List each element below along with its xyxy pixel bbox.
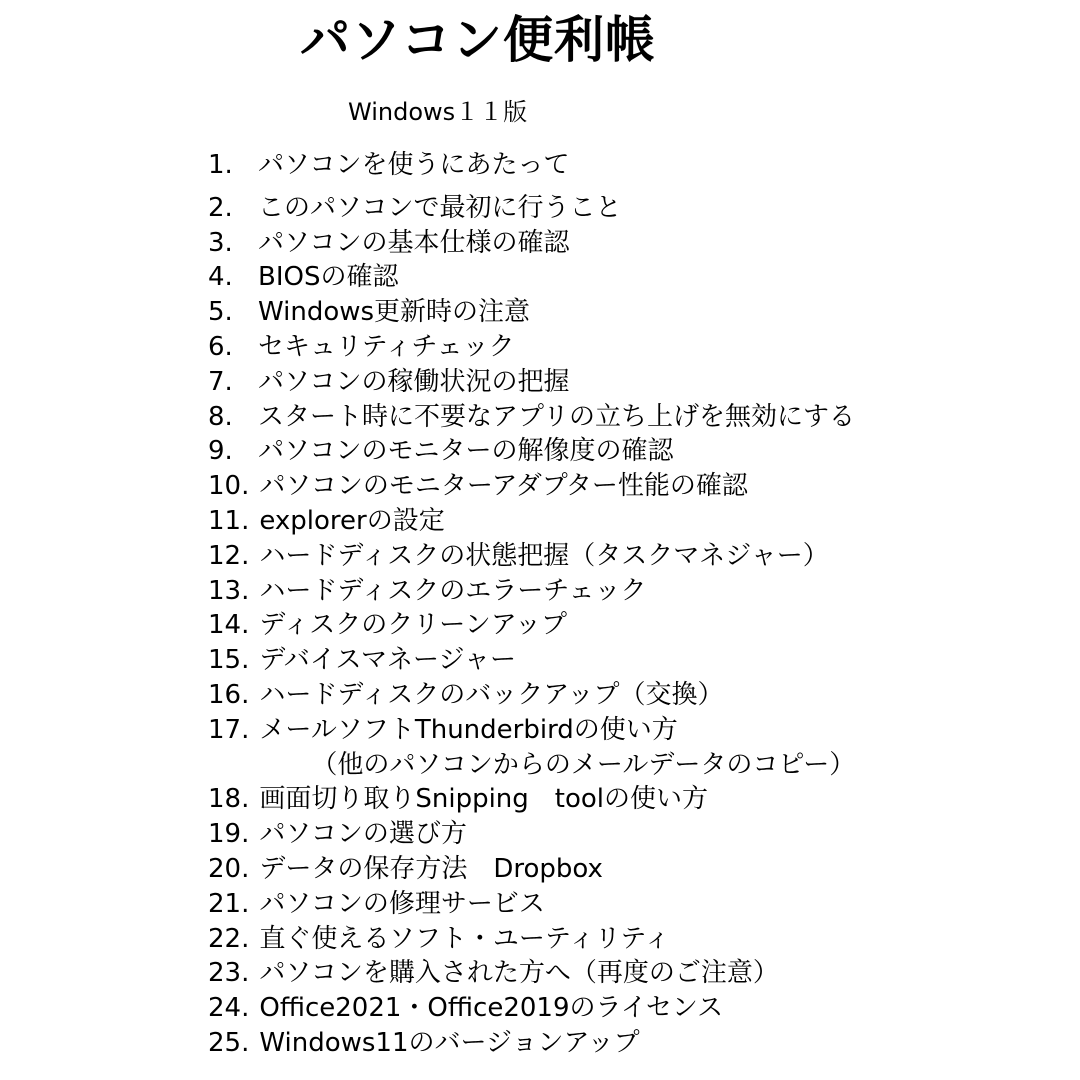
toc-item-number: 9. (208, 436, 233, 467)
toc-item-label-wrap (259, 817, 466, 852)
toc-item-label-wrap (259, 922, 670, 957)
toc-item-label: パソコンのモニターの解像度の確認 (258, 436, 674, 467)
toc-item (208, 400, 855, 435)
toc-item-label-wrap (258, 226, 569, 261)
toc-item (208, 887, 855, 922)
toc-item-label: このパソコンで最初に行うこと (258, 192, 622, 223)
toc-item (208, 191, 855, 226)
toc-item-label: Windows更新時の注意 (258, 297, 531, 328)
toc-item (208, 365, 855, 400)
toc-item-sublabel: （他のパソコンからのメールデータのコピー） (311, 749, 856, 780)
toc-item-number: 7. (208, 366, 233, 397)
toc-item-label: Windows11のバージョンアップ (259, 1027, 640, 1058)
toc-item (208, 956, 855, 991)
toc-item-number: 6. (208, 331, 233, 362)
toc-item-label: デバイスマネージャー (259, 645, 516, 676)
toc-item-label-wrap (259, 608, 567, 643)
toc-item (208, 991, 855, 1026)
toc-item-label-wrap (259, 504, 444, 539)
toc-item-number: 19. (208, 819, 250, 850)
toc-item-label: ディスクのクリーンアップ (259, 610, 567, 641)
toc-item (208, 817, 855, 852)
toc-item-label: スタート時に不要なアプリの立ち上げを無効にする (258, 401, 855, 432)
toc-item (208, 713, 855, 783)
toc-item (208, 469, 855, 504)
toc-item-number: 10. (208, 471, 250, 502)
toc-item-label-wrap (258, 365, 569, 400)
toc-item-label-wrap (258, 148, 569, 183)
toc-item-number: 1. (208, 150, 233, 180)
toc-item-label-wrap (259, 956, 778, 991)
toc-item-label-wrap (259, 713, 855, 783)
toc-item (208, 782, 855, 817)
page-subtitle: Windows１１版 (348, 98, 528, 126)
toc-item (208, 1026, 855, 1061)
toc-item-label: パソコンの稼働状況の把握 (258, 366, 570, 397)
toc-item-label-wrap (258, 191, 621, 226)
toc-item-number: 11. (208, 505, 250, 536)
toc-item-label-wrap (259, 678, 723, 713)
page-title: パソコン便利帳 (300, 11, 656, 69)
toc-item-label: 直ぐ使えるソフト・ユーティリティ (259, 923, 671, 954)
toc-item-label: Office2021・Office2019のライセンス (259, 993, 724, 1024)
toc-item-number: 21. (208, 888, 250, 919)
toc-item-number: 2. (208, 192, 233, 223)
toc-item (208, 574, 855, 609)
toc-item-label: データの保存方法 Dropbox (259, 853, 603, 884)
toc-item-label: パソコンの選び方 (259, 819, 467, 850)
toc-item-number: 23. (208, 958, 250, 989)
toc-item (208, 678, 855, 713)
toc-item-number: 12. (208, 540, 250, 571)
toc-item (208, 148, 855, 183)
toc-item-number: 15. (208, 645, 250, 676)
toc-item (208, 330, 855, 365)
toc-item-label-wrap (258, 295, 530, 330)
toc-item (208, 608, 855, 643)
toc-item-label: explorerの設定 (259, 505, 445, 536)
toc-item-label: パソコンの基本仕様の確認 (258, 227, 570, 258)
toc-item-number: 3. (208, 227, 233, 258)
toc-item-label: パソコンを使うにあたって (258, 150, 570, 180)
toc-item-label: BIOSの確認 (258, 262, 399, 293)
toc-item-number: 5. (208, 297, 233, 328)
toc-item-number: 20. (208, 853, 250, 884)
toc-item-number: 13. (208, 575, 250, 606)
toc-item-number: 18. (208, 784, 250, 815)
toc-item-number: 4. (208, 262, 233, 293)
toc-item-label: 画面切り取りSnipping toolの使い方 (259, 784, 709, 815)
toc-item (208, 852, 855, 887)
toc-item-label: セキュリティチェック (258, 331, 515, 362)
toc-item-label-wrap (259, 469, 748, 504)
toc-item-number: 14. (208, 610, 250, 641)
toc-item-label: ハードディスクの状態把握（タスクマネジャー） (259, 540, 829, 571)
toc-item-number: 17. (208, 714, 250, 745)
toc-item (208, 922, 855, 957)
toc-item-label-wrap (259, 782, 708, 817)
toc-item-label-wrap (259, 991, 723, 1026)
toc-item-label: ハードディスクのバックアップ（交換） (259, 679, 724, 710)
toc-item-number: 8. (208, 401, 233, 432)
toc-item (208, 295, 855, 330)
toc-item-label-wrap (258, 434, 673, 469)
toc-item-label-wrap (259, 643, 516, 678)
toc-item (208, 504, 855, 539)
toc-item (208, 539, 855, 574)
toc-item-number: 22. (208, 923, 250, 954)
toc-item-label-wrap (259, 574, 646, 609)
toc-item-label-wrap (258, 330, 515, 365)
toc-item-label-wrap (259, 1026, 639, 1061)
toc-item (208, 260, 855, 295)
toc-item-label: ハードディスクのエラーチェック (259, 575, 647, 606)
toc-item-number: 25. (208, 1027, 250, 1058)
toc-item (208, 434, 855, 469)
table-of-contents (208, 148, 855, 1061)
toc-item-label-wrap (259, 852, 603, 887)
toc-item-label-wrap (259, 887, 544, 922)
toc-item-label-wrap (258, 400, 855, 435)
toc-item-label: パソコンを購入された方へ（再度のご注意） (259, 958, 779, 989)
toc-item-number: 16. (208, 679, 250, 710)
toc-item (208, 643, 855, 678)
toc-item-label-wrap (258, 260, 398, 295)
toc-item (208, 226, 855, 261)
toc-item-label: メールソフトThunderbirdの使い方 (259, 714, 678, 745)
toc-item-label-wrap (259, 539, 828, 574)
toc-item-label: パソコンのモニターアダプター性能の確認 (259, 471, 748, 502)
toc-item-label: パソコンの修理サービス (259, 888, 545, 919)
toc-item-number: 24. (208, 993, 250, 1024)
